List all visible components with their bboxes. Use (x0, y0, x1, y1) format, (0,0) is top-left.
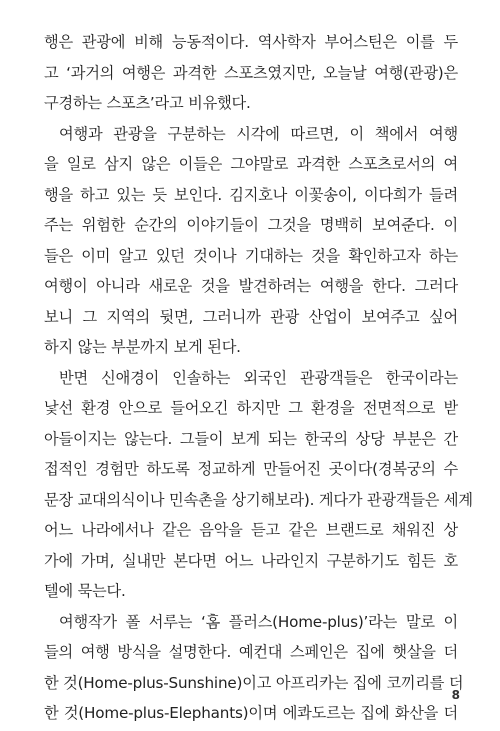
text-line: 고 ‘과거의 여행은 과격한 스포츠였지만, 오늘날 여행(관광)은 (44, 63, 458, 82)
text-line: 을 일로 삼지 않은 이들은 그야말로 과격한 스포츠로서의 여 (44, 155, 458, 173)
text-line: 텔에 묵는다. (44, 582, 126, 600)
text-line: 하지 않는 부분까지 보게 된다. (44, 338, 241, 356)
text-line: 여행이 아니라 새로운 것을 발견하려는 여행을 한다. 그러다 (44, 277, 458, 295)
text-line: 행은 관광에 비해 능동적이다. 역사학자 부어스틴은 이를 두 (44, 33, 458, 51)
text-line: 한 것(Home-plus-Sunshine)이고 아프리카는 집에 코끼리를 더 (44, 673, 464, 692)
text-line: 보니 그 지역의 뒷면, 그러니까 관광 산업이 보여주고 싶어 (44, 307, 458, 326)
page-number: 8 (451, 688, 460, 702)
paragraph-first-line: 여행작가 폴 서루는 ‘홈 플러스(Home-plus)’라는 말로 이 (59, 612, 458, 631)
text-line: 한 것(Home-plus-Elephants)이며 에콰도르는 집에 화산을 더 (44, 704, 458, 722)
text-line: 구경하는 스포츠’라고 비유했다. (44, 94, 251, 112)
text-line: 들은 이미 알고 있던 것이나 기대하는 것을 확인하고자 하는 (44, 246, 458, 265)
text-line: 행을 하고 있는 듯 보인다. 김지호나 이꽃송이, 이다희가 들려 (44, 185, 458, 204)
text-line: 문장 교대의식이나 민속촌을 상기해보라). 게다가 관광객들은 세계 (44, 490, 473, 509)
text-line: 낯선 환경 안으로 들어오긴 하지만 그 환경을 전면적으로 받 (44, 399, 458, 417)
paragraph-first-line: 반면 신애경이 인솔하는 외국인 관광객들은 한국이라는 (59, 368, 458, 387)
text-line: 접적인 경험만 하도록 정교하게 만들어진 곳이다(경복궁의 수 (44, 460, 458, 478)
text-line: 주는 위험한 순간의 이야기들이 그것을 명백히 보여준다. 이 (44, 216, 458, 234)
paragraph-first-line: 여행과 관광을 구분하는 시각에 따르면, 이 책에서 여행 (59, 124, 458, 143)
text-line: 아들이지는 않는다. 그들이 보게 되는 한국의 상당 부분은 간 (44, 429, 458, 448)
text-line: 어느 나라에서나 같은 음악을 듣고 같은 브랜드로 채워진 상 (44, 521, 458, 539)
text-line: 들의 여행 방식을 설명한다. 예컨대 스페인은 집에 햇살을 더 (44, 643, 458, 661)
book-page-body (44, 27, 473, 729)
text-line: 가에 가며, 실내만 본다면 어느 나라인지 구분하기도 힘든 호 (44, 551, 458, 570)
